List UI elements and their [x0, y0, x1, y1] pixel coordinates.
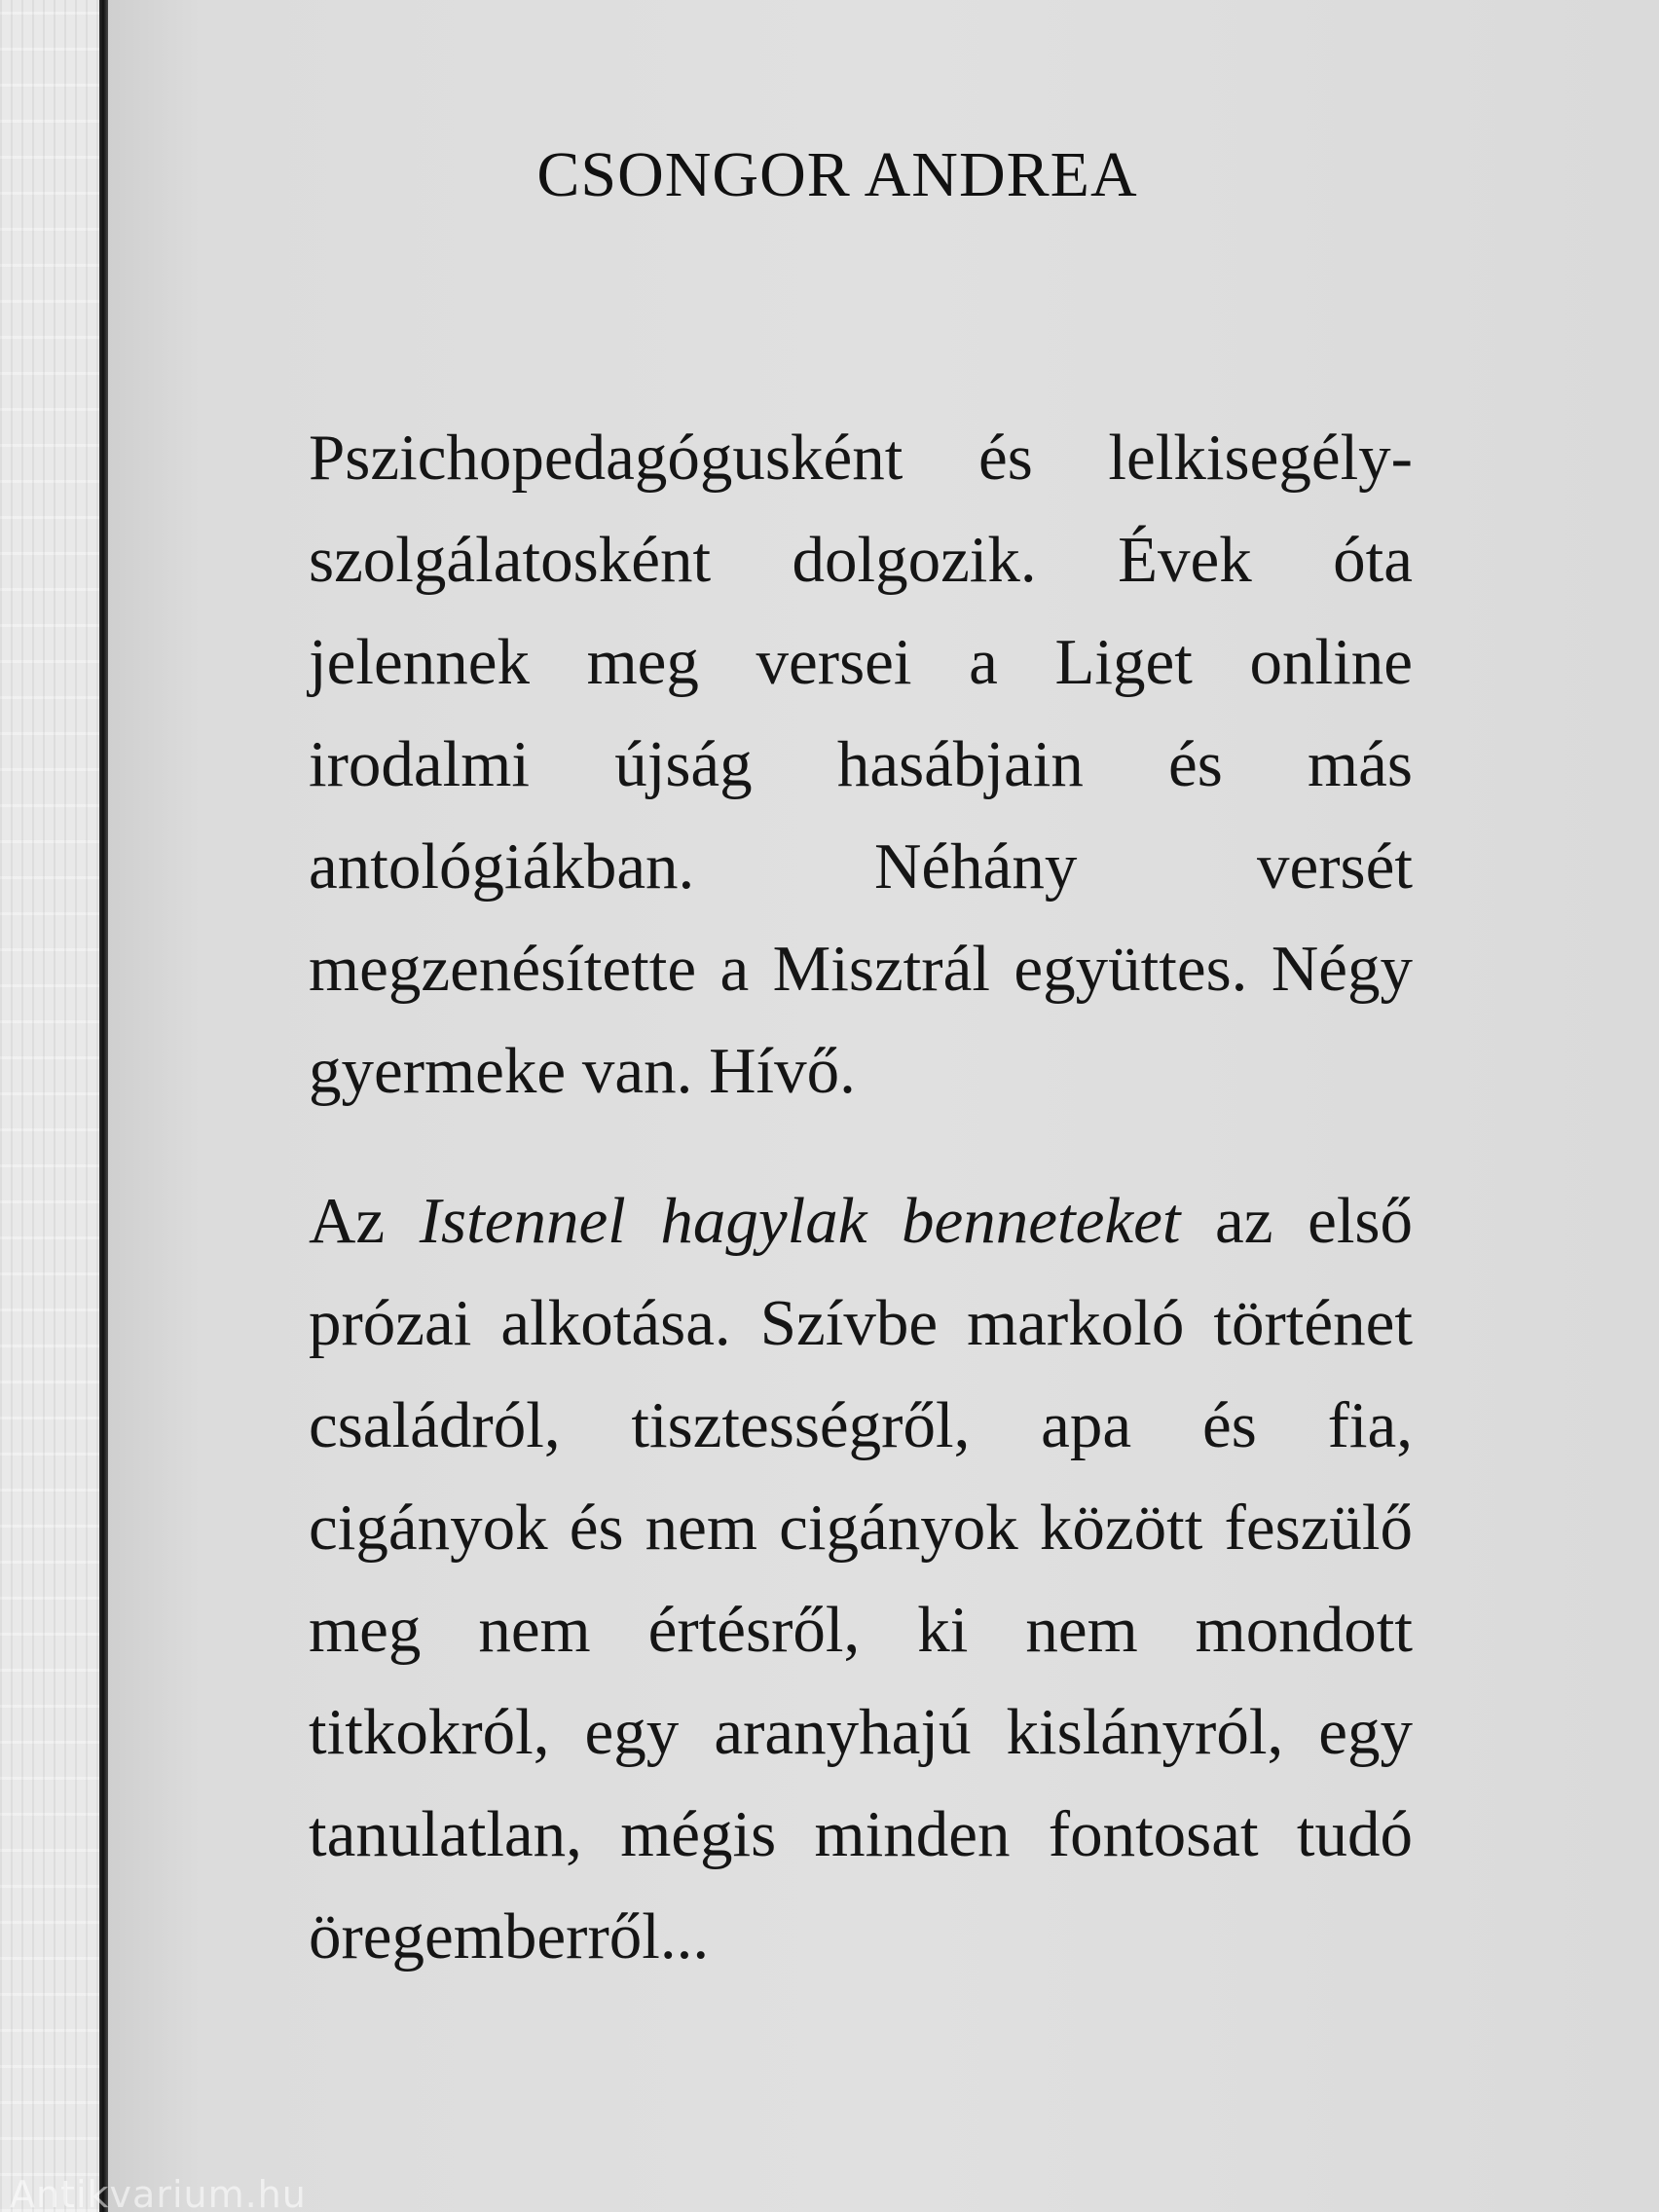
description-body: az első prózai alkotása. Szívbe markoló történet családról, tisztességről, apa és fia, cigányok és nem cigányok között feszülő meg nem értésről, ki nem mondott titkokról, egy aranyhajú kislányról, egy tanulatlan, mégis minden fontosat tudó öregemberről...: [309, 1185, 1414, 1972]
book-spine-edge: [99, 0, 108, 2212]
author-bio: Pszichopedagógusként és lelkisegély-szolgálatosként dolgozik. Évek óta jelennek meg versei a Liget online irodalmi újság hasábjain és más antológiákban. Néhány versét megzenésítette a Misztrál együttes. Négy gyermeke van. Hívő.: [309, 422, 1413, 1107]
wood-background: [0, 0, 99, 2212]
description-prefix: Az: [309, 1185, 386, 1257]
watermark: Antikvarium.hu: [10, 2173, 307, 2212]
book-title: Istennel hagylak benneteket: [419, 1185, 1181, 1257]
book-description: [309, 1170, 1413, 1988]
author-name: CSONGOR ANDREA: [536, 139, 1138, 210]
